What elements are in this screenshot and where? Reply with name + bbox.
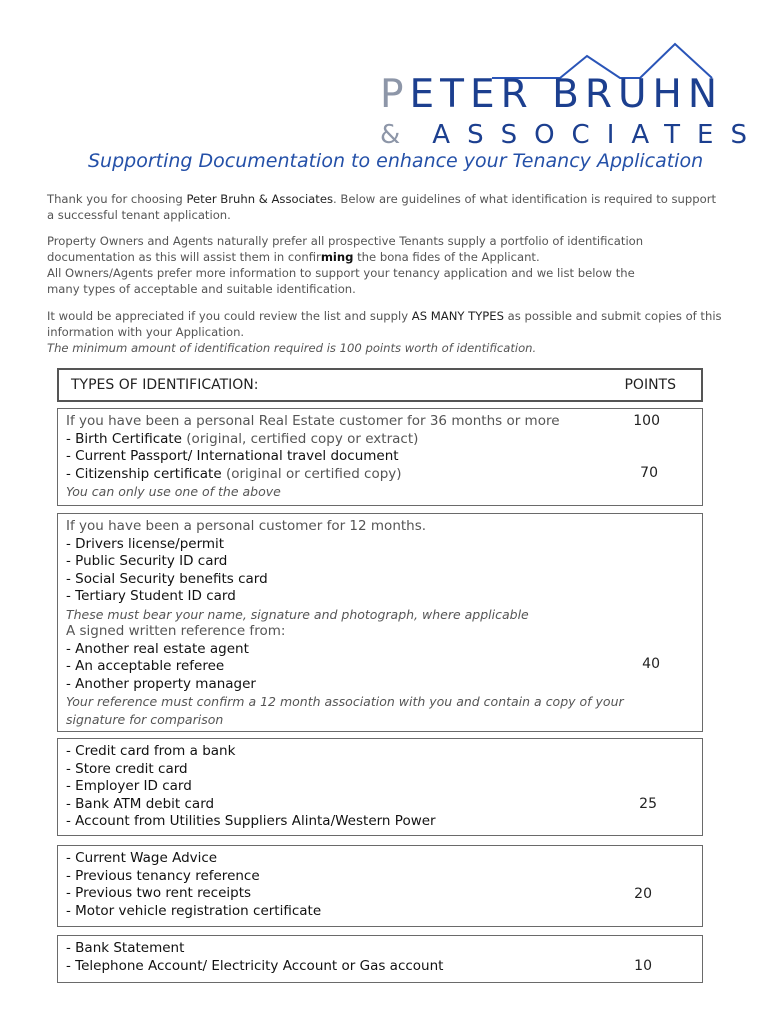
- header-points: POINTS: [624, 377, 676, 393]
- points-value: 40: [642, 656, 660, 672]
- list-item: - Employer ID card: [66, 778, 192, 794]
- id-group-20: [57, 845, 703, 927]
- points-value: 100: [633, 413, 660, 429]
- group-items: [58, 739, 702, 831]
- list-item: - Credit card from a bank: [66, 743, 236, 759]
- list-item: - Social Security benefits card: [66, 570, 268, 587]
- list-item: - Tertiary Student ID card: [66, 588, 236, 604]
- intro-paragraph-2: Property Owners and Agents naturally prefer all prospective Tenants supply a portfolio of identification documentation as this will assist them in confirming the bona fides of the Applicant. All Owners/Agents prefer more information to support your tenancy application and we list below the many types of acceptable and suitable identification.: [47, 234, 644, 296]
- list-item: - Birth Certificate (original, certified copy or extract): [66, 430, 419, 447]
- logo-name: PETER BRUHN: [380, 72, 724, 117]
- header-types: TYPES OF IDENTIFICATION:: [71, 377, 259, 393]
- list-item: - Bank ATM debit card: [66, 795, 215, 812]
- list-item: - Current Passport/ International travel document: [66, 448, 399, 464]
- list-item: - Previous tenancy reference: [66, 867, 260, 884]
- group-items: [58, 409, 702, 501]
- list-item: - Telephone Account/ Electricity Account or Gas account: [66, 957, 444, 974]
- list-item: - Account from Utilities Suppliers Alinta/Western Power: [66, 813, 436, 829]
- logo-subtitle: & ASSOCIATES: [380, 120, 764, 150]
- list-item: - Drivers license/permit: [66, 535, 225, 552]
- page-title: Supporting Documentation to enhance your Tenancy Application: [88, 150, 704, 172]
- list-item: - Previous two rent receipts: [66, 885, 252, 901]
- list-item: - Bank Statement: [66, 940, 185, 956]
- intro-paragraph-1: Thank you for choosing Peter Bruhn & Associates. Below are guidelines of what identification is required to support a successful tenant application.: [47, 192, 717, 222]
- group-note: You can only use one of the above: [66, 484, 281, 499]
- list-item: - Motor vehicle registration certificate: [66, 902, 322, 919]
- group-condition: If you have been a personal Real Estate customer for 36 months or more: [66, 413, 560, 429]
- group-items: [58, 514, 702, 728]
- list-item: - Another real estate agent: [66, 640, 249, 657]
- group-condition: A signed written reference from:: [66, 623, 286, 639]
- table-header: [57, 368, 703, 402]
- company-logo: [372, 40, 764, 150]
- points-value: 70: [640, 465, 658, 481]
- id-group-100: [57, 408, 703, 506]
- intro-paragraph-3: It would be appreciated if you could review the list and supply AS MANY TYPES as possible and submit copies of this information with your Application. The minimum amount of identification required is 100 points worth of identification.: [47, 309, 722, 355]
- group-note: Your reference must confirm a 12 month association with you and contain a copy of your signature for comparison: [66, 694, 624, 727]
- list-item: - An acceptable referee: [66, 658, 225, 674]
- id-group-25: [57, 738, 703, 836]
- group-items: [58, 846, 702, 920]
- points-value: 25: [639, 796, 657, 812]
- group-note: These must bear your name, signature and photograph, where applicable: [66, 606, 529, 622]
- list-item: - Another property manager: [66, 675, 256, 692]
- id-group-10: [57, 935, 703, 983]
- list-item: - Citizenship certificate (original or certified copy): [66, 465, 402, 482]
- points-value: 20: [634, 886, 652, 902]
- list-item: - Store credit card: [66, 760, 188, 777]
- group-condition: If you have been a personal customer for 12 months.: [66, 518, 427, 534]
- list-item: - Public Security ID card: [66, 553, 228, 569]
- list-item: - Current Wage Advice: [66, 850, 218, 866]
- group-items: [58, 936, 702, 975]
- points-value: 10: [634, 958, 652, 974]
- id-group-40: [57, 513, 703, 732]
